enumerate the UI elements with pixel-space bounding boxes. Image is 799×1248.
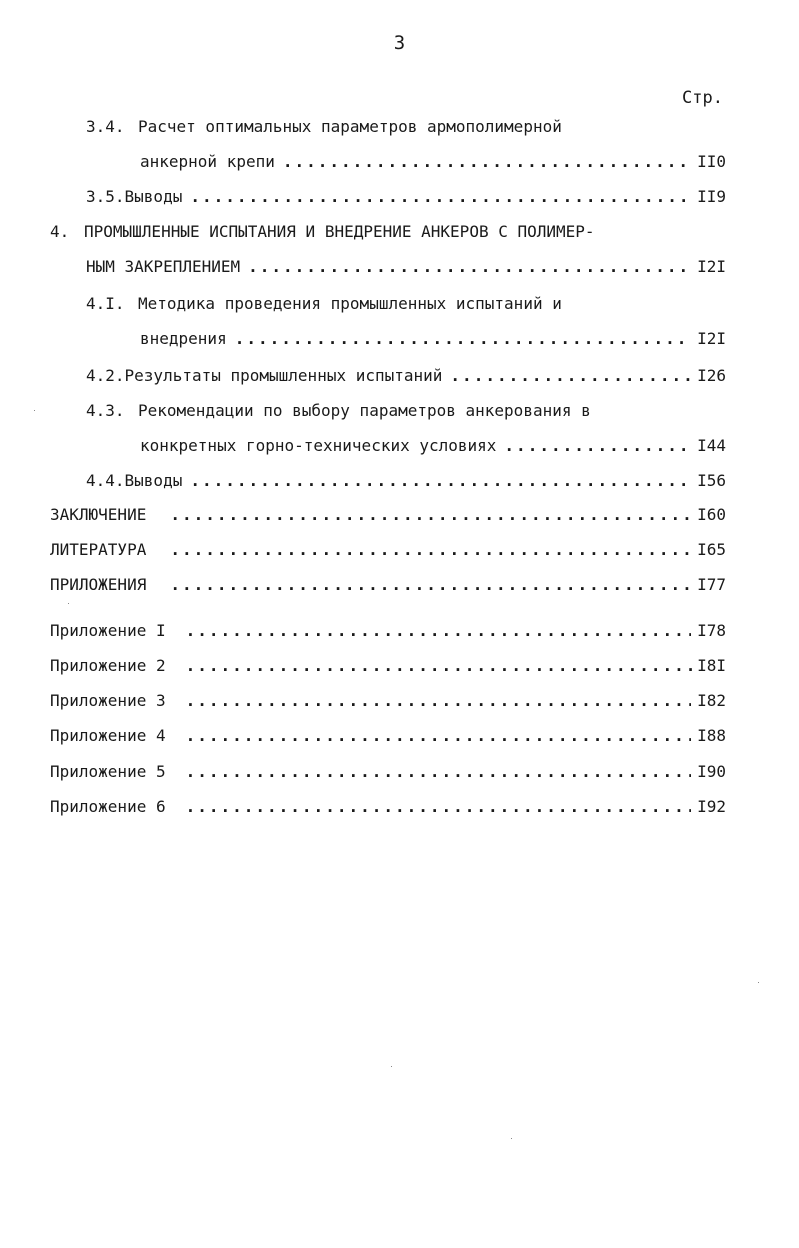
section-title: ПРИЛОЖЕНИЯ xyxy=(50,575,147,594)
section-title: Результаты промышленных испытаний xyxy=(124,366,443,385)
page-ref: II0 xyxy=(697,152,726,171)
page-ref: I82 xyxy=(697,691,726,710)
toc-entry-4-3-line-1 xyxy=(86,399,726,423)
page-ref: I88 xyxy=(697,726,726,745)
dot-leader xyxy=(186,689,692,713)
section-number: 4.4. xyxy=(86,471,125,490)
toc-entry-4-line-1 xyxy=(50,220,726,244)
toc-entry-appendix-1 xyxy=(50,619,726,643)
page-column-label: Стр. xyxy=(682,88,723,108)
section-title-continued: конкретных горно-технических условиях xyxy=(140,436,497,455)
scan-speck xyxy=(68,603,69,604)
page-ref: I26 xyxy=(697,366,726,385)
page-ref: I8I xyxy=(697,656,726,675)
dot-leader xyxy=(190,469,691,493)
toc-entry-4-4 xyxy=(86,469,726,493)
toc-entry-3-4-line-1 xyxy=(86,115,726,139)
dot-leader xyxy=(504,434,691,458)
page-ref: I78 xyxy=(697,621,726,640)
appendix-title: Приложение I xyxy=(50,621,166,640)
toc-entry-4-3-line-2 xyxy=(140,434,726,458)
toc-entry-4-2 xyxy=(86,364,726,388)
page-number: 3 xyxy=(393,32,406,54)
dot-leader xyxy=(190,185,691,209)
toc-entry-appendix-4 xyxy=(50,724,726,748)
page-ref: I44 xyxy=(697,436,726,455)
section-title-continued: внедрения xyxy=(140,329,227,348)
chapter-number: 4. xyxy=(50,222,70,241)
section-title: Выводы xyxy=(124,187,183,206)
page-ref: I2I xyxy=(697,257,726,276)
appendix-title: Приложение 3 xyxy=(50,691,166,710)
dot-leader xyxy=(186,795,692,819)
page-ref: I90 xyxy=(697,762,726,781)
toc-entry-appendix-2 xyxy=(50,654,726,678)
section-title: ЗАКЛЮЧЕНИЕ xyxy=(50,505,147,524)
appendix-title: Приложение 6 xyxy=(50,797,166,816)
dot-leader xyxy=(170,503,691,527)
dot-leader xyxy=(170,573,691,597)
dot-leader xyxy=(248,255,691,279)
appendix-title: Приложение 5 xyxy=(50,762,166,781)
toc-entry-4-1-line-1 xyxy=(86,292,726,316)
toc-entry-appendix-6 xyxy=(50,795,726,819)
scan-speck xyxy=(34,410,35,411)
chapter-title-continued: НЫМ ЗАКРЕПЛЕНИЕМ xyxy=(86,257,241,276)
dot-leader xyxy=(186,619,692,643)
page-ref: I65 xyxy=(697,540,726,559)
toc-entry-4-1-line-2 xyxy=(140,327,726,351)
toc-entry-appendices xyxy=(50,573,726,597)
page-ref: I92 xyxy=(697,797,726,816)
appendix-title: Приложение 2 xyxy=(50,656,166,675)
dot-leader xyxy=(235,327,691,351)
scan-speck xyxy=(511,1138,512,1139)
toc-entry-3-5 xyxy=(86,185,726,209)
toc-entry-conclusion xyxy=(50,503,726,527)
section-number: 3.5. xyxy=(86,187,125,206)
appendix-title: Приложение 4 xyxy=(50,726,166,745)
scan-speck xyxy=(758,982,759,983)
page-ref: I56 xyxy=(697,471,726,490)
dot-leader xyxy=(170,538,691,562)
chapter-title: ПРОМЫШЛЕННЫЕ ИСПЫТАНИЯ И ВНЕДРЕНИЕ АНКЕРОВ С ПОЛИМЕР- xyxy=(84,222,595,241)
page-ref: I60 xyxy=(697,505,726,524)
dot-leader xyxy=(283,150,691,174)
toc-entry-literature xyxy=(50,538,726,562)
toc-entry-4-line-2 xyxy=(86,255,726,279)
section-title-continued: анкерной крепи xyxy=(140,152,275,171)
section-number: 4.3. xyxy=(86,401,125,420)
page-ref: I2I xyxy=(697,329,726,348)
scan-speck xyxy=(391,1066,392,1067)
section-title: Выводы xyxy=(124,471,183,490)
section-number: 4.I. xyxy=(86,294,125,313)
toc-entry-3-4-line-2 xyxy=(140,150,726,174)
dot-leader xyxy=(186,724,692,748)
dot-leader xyxy=(450,364,691,388)
page-ref: I77 xyxy=(697,575,726,594)
section-number: 3.4. xyxy=(86,117,125,136)
section-number: 4.2. xyxy=(86,366,125,385)
dot-leader xyxy=(186,760,692,784)
section-title: Рекомендации по выбору параметров анкерования в xyxy=(138,401,591,420)
toc-entry-appendix-3 xyxy=(50,689,726,713)
toc-entry-appendix-5 xyxy=(50,760,726,784)
section-title: ЛИТЕРАТУРА xyxy=(50,540,147,559)
page-ref: II9 xyxy=(697,187,726,206)
dot-leader xyxy=(186,654,698,678)
section-title: Методика проведения промышленных испытаний и xyxy=(138,294,562,313)
section-title: Расчет оптимальных параметров армополимерной xyxy=(138,117,562,136)
